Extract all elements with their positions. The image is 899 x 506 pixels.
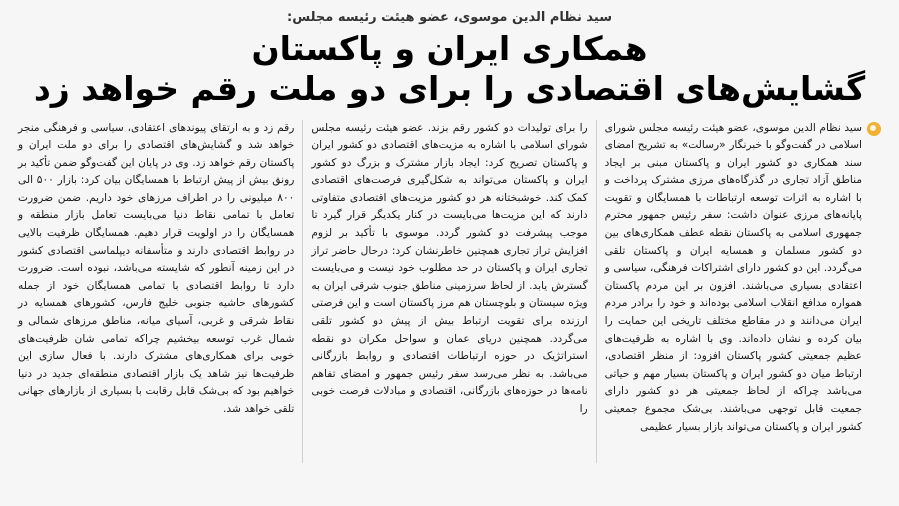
headline	[10, 29, 889, 110]
kicker: سید نظام الدین موسوی، عضو هیئت رئیسه مجلس:	[287, 10, 612, 25]
column-1	[597, 120, 889, 463]
column-1-text: سید نظام الدین موسوی، عضو هیئت رئیسه مجلس شورای اسلامی در گفت‌وگو با خبرنگار «رسالت» به تشریح امضای سند همکاری دو کشور ایران و پاکستان مبنی بر ایجاد مناطق آزاد تجاری در گذرگاه‌های مرزی مشترک پرداخت و با اشاره به اثرات توسعه ارتباطات با همسایگان و تقویت پایانه‌های مرزی عنوان داشت: سفر رئیس جمهور محترم جمهوری اسلامی به پاکستان نقطه عطف همکاری‌های بین دو کشور مسلمان و همسایه ایران و پاکستان تلقی می‌گردد. این دو کشور دارای اشتراکات فرهنگی، سیاسی و اعتقادی بسیاری می‌باشند. افزون بر این مردم پاکستان همواره مدافع انقلاب اسلامی بوده‌اند و خود را برادر مردم ایران می‌دانند و در مقاطع مختلف تاریخی این حمایت را بیان کرده و نشان داده‌اند. وی با اشاره به ظرفیت‌های عظیم جمعیتی کشور پاکستان افزود: از منظر اقتصادی، ارتباط میان دو کشور ایران و پاکستان بسیار مهم و حیاتی می‌باشد چراکه از لحاظ جمعیتی هر دو کشور دارای جمعیت قابل توجهی می‌باشند. بی‌شک مجموع جمعیتی کشور ایران و پاکستان می‌تواند بازار بسیار عظیمی	[604, 121, 862, 433]
paragraph-1	[605, 120, 881, 437]
column-2	[303, 120, 596, 463]
headline-line-2: گشایش‌های اقتصادی را برای دو ملت رقم خواهد زد	[33, 69, 866, 109]
column-3	[10, 120, 303, 463]
circle-bullet-icon	[867, 122, 881, 136]
article-body	[10, 120, 889, 463]
column-3-text: رقم زد و به ارتقای پیوندهای اعتقادی، سیاسی و فرهنگی منجر خواهد شد و گشایش‌های اقتصادی را برای دو ملت ایران و پاکستان رقم خواهد زد. وی در پایان این گفت‌وگو ضمن تأکید بر رونق بیش از پیش ارتباط با همسایگان بیان کرد: بازار ۵۰۰ الی ۸۰۰ میلیونی را در اطراف مرزهای خود داریم. ضمن ضرورت تعامل با تمامی نقاط دنیا می‌بایست تعامل بازار منطقه و همسایگان را در اولویت قرار دهیم. همسایگان ظرفیت بالایی در روابط اقتصادی دارند و متأسفانه دیپلماسی اقتصادی کشور در این زمینه آنطور که شایسته می‌باشد، نبوده است. ضرورت دارد تا روابط اقتصادی با تمامی همسایگان خود از جمله کشورهای حاشیه جنوبی خلیج فارس، کشورهای همسایه در نقاط شرقی و غربی، آسیای میانه، مناطق مرزهای شمالی و شمال غرب توسعه بیخشیم چراکه تمامی شان ظرفیت‌های خوبی برای همکاری‌های مشترک دارند. با فعال سازی این ظرفیت‌ها نیز شاهد یک بازار اقتصادی منطقه‌ای جدید در دنیا خواهیم بود که بی‌شک قابل رقابت با بسیاری از بازارهای جهانی تلقی خواهد شد.	[18, 121, 295, 415]
headline-line-1: همکاری ایران و پاکستان	[251, 29, 648, 68]
column-2-text: را برای تولیدات دو کشور رقم بزند. عضو هیئت رئیسه مجلس شورای اسلامی با اشاره به مزیت‌های اقتصادی دو کشور ایران و پاکستان تصریح کرد: ایجاد بازار مشترک و بزرگ دو کشور ایران و پاکستان می‌تواند به شکل‌گیری فرصت‌های اقتصادی کمک کند. خوشبختانه هر دو کشور مزیت‌های اقتصادی متفاوتی دارند که این مزیت‌ها می‌بایست در کنار یکدیگر قرار گیرد تا موجب پیشرفت دو کشور گردد. موسوی با تأکید بر لزوم افزایش تراز تجاری همچنین خاطرنشان کرد: درحال حاضر تراز تجاری ایران و پاکستان در حد مطلوب خود نیست و می‌بایست گسترش یابد. از لحاظ سرزمینی مناطق جنوب شرقی ایران به ویژه سیستان و بلوچستان هم مرز پاکستان است و این فرصتی ارزنده برای تقویت ارتباط بیش از پیش دو کشور تلقی می‌گردد. همچنین دریای عمان و سواحل مکران دو نقطه استراتژیک در حوزه ارتباطات اقتصادی و روابط بازرگانی می‌باشد. به نظر می‌رسد سفر رئیس جمهور و امضای تفاهم نامه‌ها در حوزه‌های بازرگانی، اقتصادی و مبادلات فرصت خوبی را	[311, 121, 588, 415]
